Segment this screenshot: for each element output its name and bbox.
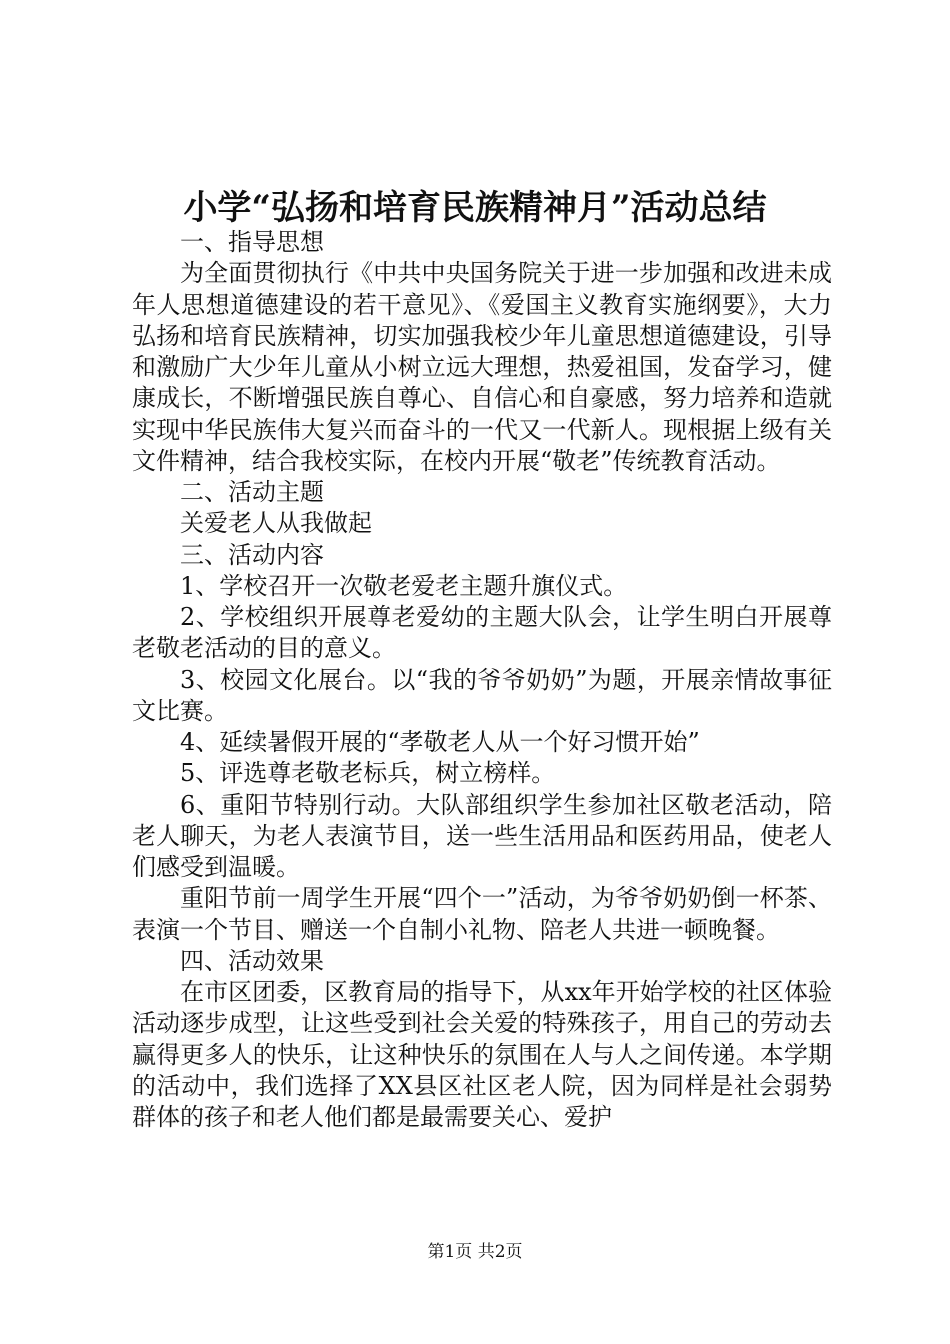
document-body [132, 227, 832, 1133]
section-heading-activity-content: 三、活动内容 [180, 540, 324, 569]
list-item-1: 1、学校召开一次敬老爱老主题升旗仪式。 [180, 571, 628, 600]
section-heading-activity-theme: 二、活动主题 [180, 478, 324, 506]
list-item-2: 2、学校组织开展尊老爱幼的主题大队会，让学生明白开展尊老敬老活动的目的意义。 [132, 603, 832, 663]
list-item-4: 4、延续暑假开展的“孝敬老人从一个好习惯开始” [180, 728, 700, 756]
list-item-3: 3、校园文化展台。以“我的爷爷奶奶”为题，开展亲情故事征文比赛。 [132, 665, 832, 725]
document-title: 小学“弘扬和培育民族精神月”活动总结 [183, 188, 767, 228]
paragraph-activity-effect: 在市区团委，区教育局的指导下，从xx年开始学校的社区体验活动逐步成型，让这些受到社会关爱的特殊孩子，用自己的劳动去赢得更多人的快乐，让这种快乐的氛围在人与人之间传递。本学期的活动中，我们选择了XX县区社区老人院，因为同样是社会弱势群体的孩子和老人他们都是最需要关心、爱护 [132, 978, 832, 1131]
section-heading-guiding-ideology: 一、指导思想 [180, 228, 324, 256]
paragraph-guiding-ideology: 为全面贯彻执行《中共中央国务院关于进一步加强和改进未成年人思想道德建设的若干意见》、《爱国主义教育实施纲要》，大力弘扬和培育民族精神，切实加强我校少年儿童思想道德建设，引导和激励广大少年儿童从小树立远大理想，热爱祖国，发奋学习，健康成长，不断增强民族自尊心、自信心和自豪感，努力培养和造就实现中华民族伟大复兴而奋斗的一代又一代新人。现根据上级有关文件精神，结合我校实际，在校内开展“敬老”传统教育活动。 [132, 259, 832, 475]
page-footer: 第1页 共2页 [427, 1242, 523, 1262]
paragraph-four-ones: 重阳节前一周学生开展“四个一”活动，为爷爷奶奶倒一杯茶、表演一个节目、赠送一个自制小礼物、陪老人共进一顿晚餐。 [132, 884, 832, 944]
list-item-6: 6、重阳节特别行动。大队部组织学生参加社区敬老活动，陪老人聊天，为老人表演节目，送一些生活用品和医药用品，使老人们感受到温暖。 [132, 790, 832, 881]
paragraph-activity-theme: 关爱老人从我做起 [180, 509, 372, 538]
section-heading-activity-effect: 四、活动效果 [180, 946, 324, 975]
list-item-5: 5、评选尊老敬老标兵，树立榜样。 [180, 759, 556, 788]
